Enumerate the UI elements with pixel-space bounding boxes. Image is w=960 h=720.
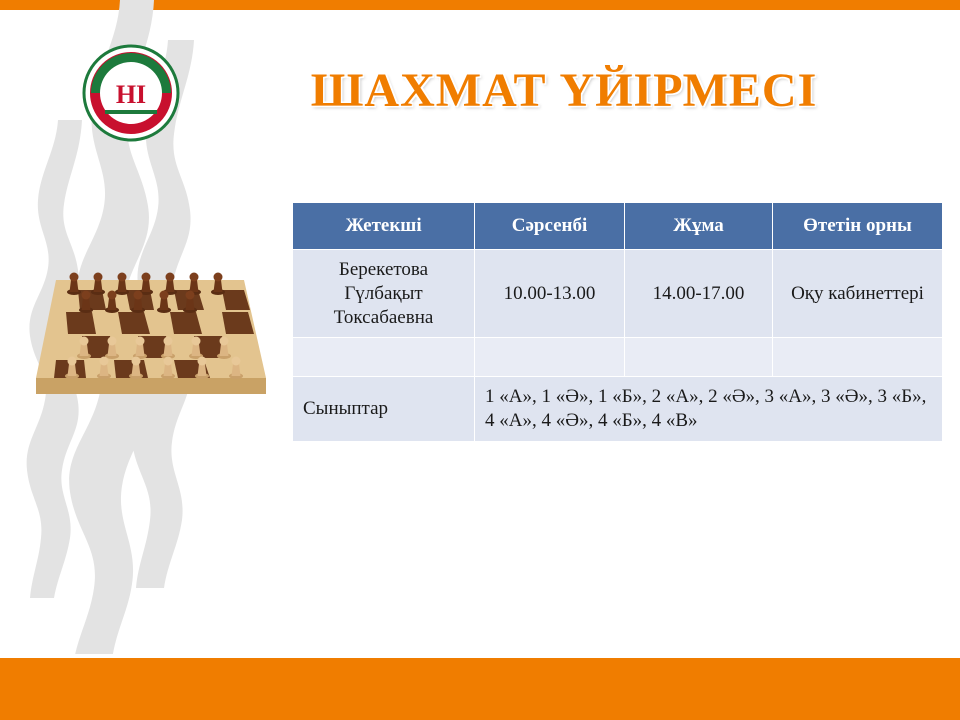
column-header-leader: Жетекші	[293, 203, 475, 250]
cell-venue: Оқу кабинеттері	[773, 250, 943, 338]
chess-board-photo	[26, 228, 274, 418]
column-header-venue: Өтетін орны	[773, 203, 943, 250]
schedule-table	[292, 202, 943, 442]
cell-empty-4	[773, 338, 943, 377]
cell-empty-3	[625, 338, 773, 377]
column-header-friday: Жұма	[625, 203, 773, 250]
cell-classes-label: Сыныптар	[293, 377, 475, 442]
slide-title-box	[228, 46, 900, 134]
cell-empty-2	[475, 338, 625, 377]
table-row-classes	[293, 377, 943, 442]
bottom-accent-band	[0, 658, 960, 720]
table-row	[293, 250, 943, 338]
cell-leader-name: Берекетова Гүлбақыт Токсабаевна	[293, 250, 475, 338]
table-row-empty	[293, 338, 943, 377]
school-emblem-logo	[82, 44, 180, 142]
page-title: ШАХМАТ ҮЙІРМЕСІ	[310, 63, 818, 117]
table-header-row	[293, 203, 943, 250]
cell-wednesday-time: 10.00-13.00	[475, 250, 625, 338]
cell-friday-time: 14.00-17.00	[625, 250, 773, 338]
column-header-wednesday: Сәрсенбі	[475, 203, 625, 250]
cell-classes-list: 1 «А», 1 «Ә», 1 «Б», 2 «А», 2 «Ә», 3 «А», 3 «Ә», 3 «Б», 4 «А», 4 «Ә», 4 «Б», 4 «В»	[475, 377, 943, 442]
svg-text:НІ: НІ	[115, 80, 147, 109]
cell-empty-1	[293, 338, 475, 377]
